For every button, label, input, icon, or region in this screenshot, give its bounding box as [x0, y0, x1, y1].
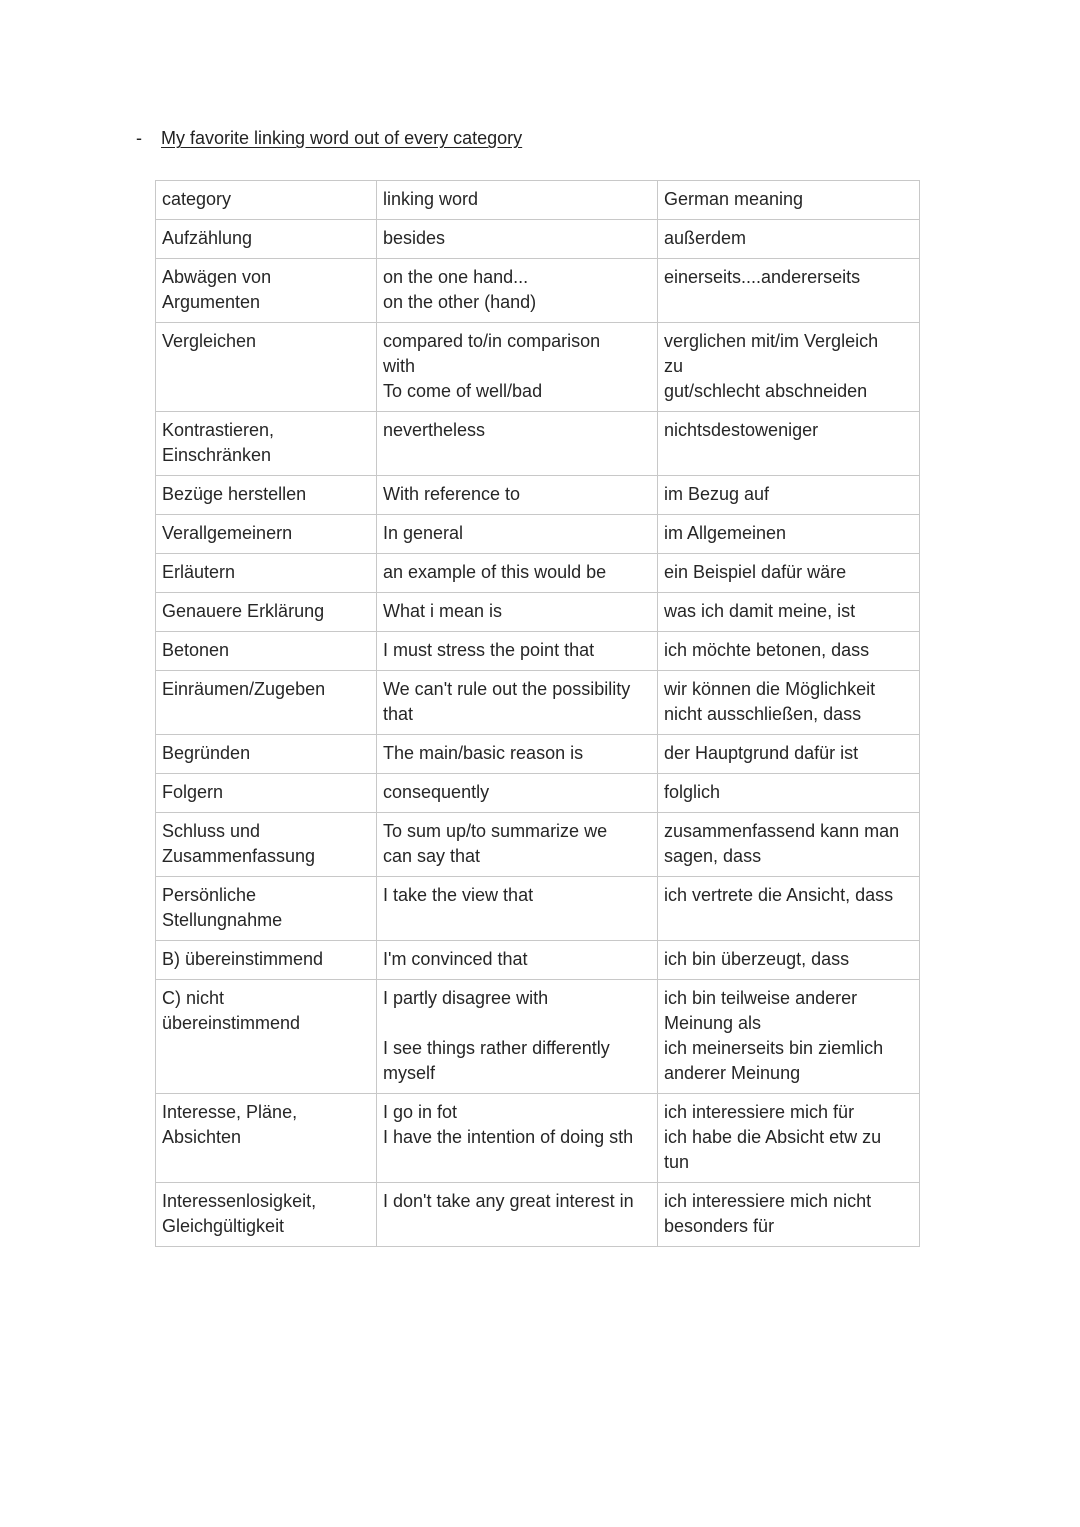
table-body [156, 181, 920, 1247]
linking-word-cell: The main/basic reason is [377, 735, 658, 774]
header-german-meaning: German meaning [658, 181, 920, 220]
table-row [156, 259, 920, 323]
linking-word-cell: consequently [377, 774, 658, 813]
german-meaning-cell: zusammenfassend kann man sagen, dass [658, 813, 920, 877]
table-row [156, 980, 920, 1094]
linking-word-cell: With reference to [377, 476, 658, 515]
linking-word-cell: I go in fot I have the intention of doing sth [377, 1094, 658, 1183]
german-meaning-cell: ich bin teilweise anderer Meinung als ich meinerseits bin ziemlich anderer Meinung [658, 980, 920, 1094]
page-title: My favorite linking word out of every category [161, 128, 523, 148]
german-meaning-cell: folglich [658, 774, 920, 813]
bullet-dash: - [136, 128, 142, 148]
linking-word-cell: I don't take any great interest in [377, 1183, 658, 1247]
category-cell: Interessenlosigkeit, Gleichgültigkeit [156, 1183, 377, 1247]
linking-word-cell: To sum up/to summarize we can say that [377, 813, 658, 877]
linking-word-cell: on the one hand... on the other (hand) [377, 259, 658, 323]
table-row [156, 813, 920, 877]
german-meaning-cell: ich bin überzeugt, dass [658, 941, 920, 980]
table-row [156, 877, 920, 941]
german-meaning-cell: was ich damit meine, ist [658, 593, 920, 632]
category-cell: Begründen [156, 735, 377, 774]
german-meaning-cell: der Hauptgrund dafür ist [658, 735, 920, 774]
linking-word-cell: nevertheless [377, 412, 658, 476]
table-row [156, 632, 920, 671]
german-meaning-cell: verglichen mit/im Vergleich zu gut/schlecht abschneiden [658, 323, 920, 412]
german-meaning-cell: einerseits....andererseits [658, 259, 920, 323]
table-row [156, 220, 920, 259]
category-cell: Genauere Erklärung [156, 593, 377, 632]
linking-word-cell: besides [377, 220, 658, 259]
linking-word-cell: I partly disagree with I see things rather differently myself [377, 980, 658, 1094]
category-cell: Interesse, Pläne, Absichten [156, 1094, 377, 1183]
header-linking-word: linking word [377, 181, 658, 220]
table-row [156, 554, 920, 593]
linking-word-cell: What i mean is [377, 593, 658, 632]
category-cell: Abwägen von Argumenten [156, 259, 377, 323]
category-cell: Einräumen/Zugeben [156, 671, 377, 735]
category-cell: Folgern [156, 774, 377, 813]
german-meaning-cell: nichtsdestoweniger [658, 412, 920, 476]
linking-word-cell: I'm convinced that [377, 941, 658, 980]
category-cell: C) nicht übereinstimmend [156, 980, 377, 1094]
category-cell: Verallgemeinern [156, 515, 377, 554]
table-row [156, 593, 920, 632]
german-meaning-cell: ich vertrete die Ansicht, dass [658, 877, 920, 941]
category-cell: Vergleichen [156, 323, 377, 412]
german-meaning-cell: im Bezug auf [658, 476, 920, 515]
category-cell: Bezüge herstellen [156, 476, 377, 515]
table-row [156, 1183, 920, 1247]
german-meaning-cell: außerdem [658, 220, 920, 259]
linking-word-cell: I must stress the point that [377, 632, 658, 671]
table-row [156, 515, 920, 554]
table-row [156, 1094, 920, 1183]
german-meaning-cell: ich interessiere mich nicht besonders für [658, 1183, 920, 1247]
table-row [156, 941, 920, 980]
category-cell: Erläutern [156, 554, 377, 593]
table-row [156, 412, 920, 476]
german-meaning-cell: ich möchte betonen, dass [658, 632, 920, 671]
category-cell: Kontrastieren, Einschränken [156, 412, 377, 476]
table-row [156, 476, 920, 515]
table-row [156, 323, 920, 412]
linking-word-cell: compared to/in comparison with To come of well/bad [377, 323, 658, 412]
linking-word-cell: an example of this would be [377, 554, 658, 593]
german-meaning-cell: ein Beispiel dafür wäre [658, 554, 920, 593]
table-header-row [156, 181, 920, 220]
category-cell: B) übereinstimmend [156, 941, 377, 980]
category-cell: Schluss und Zusammenfassung [156, 813, 377, 877]
category-cell: Betonen [156, 632, 377, 671]
category-cell: Persönliche Stellungnahme [156, 877, 377, 941]
linking-word-cell: In general [377, 515, 658, 554]
linking-word-cell: We can't rule out the possibility that [377, 671, 658, 735]
table-row [156, 671, 920, 735]
table-row [156, 735, 920, 774]
german-meaning-cell: im Allgemeinen [658, 515, 920, 554]
german-meaning-cell: ich interessiere mich für ich habe die Absicht etw zu tun [658, 1094, 920, 1183]
linking-word-cell: I take the view that [377, 877, 658, 941]
heading-row [136, 128, 522, 149]
linking-words-table [155, 180, 920, 1247]
table-row [156, 774, 920, 813]
header-category: category [156, 181, 377, 220]
german-meaning-cell: wir können die Möglichkeit nicht ausschließen, dass [658, 671, 920, 735]
category-cell: Aufzählung [156, 220, 377, 259]
